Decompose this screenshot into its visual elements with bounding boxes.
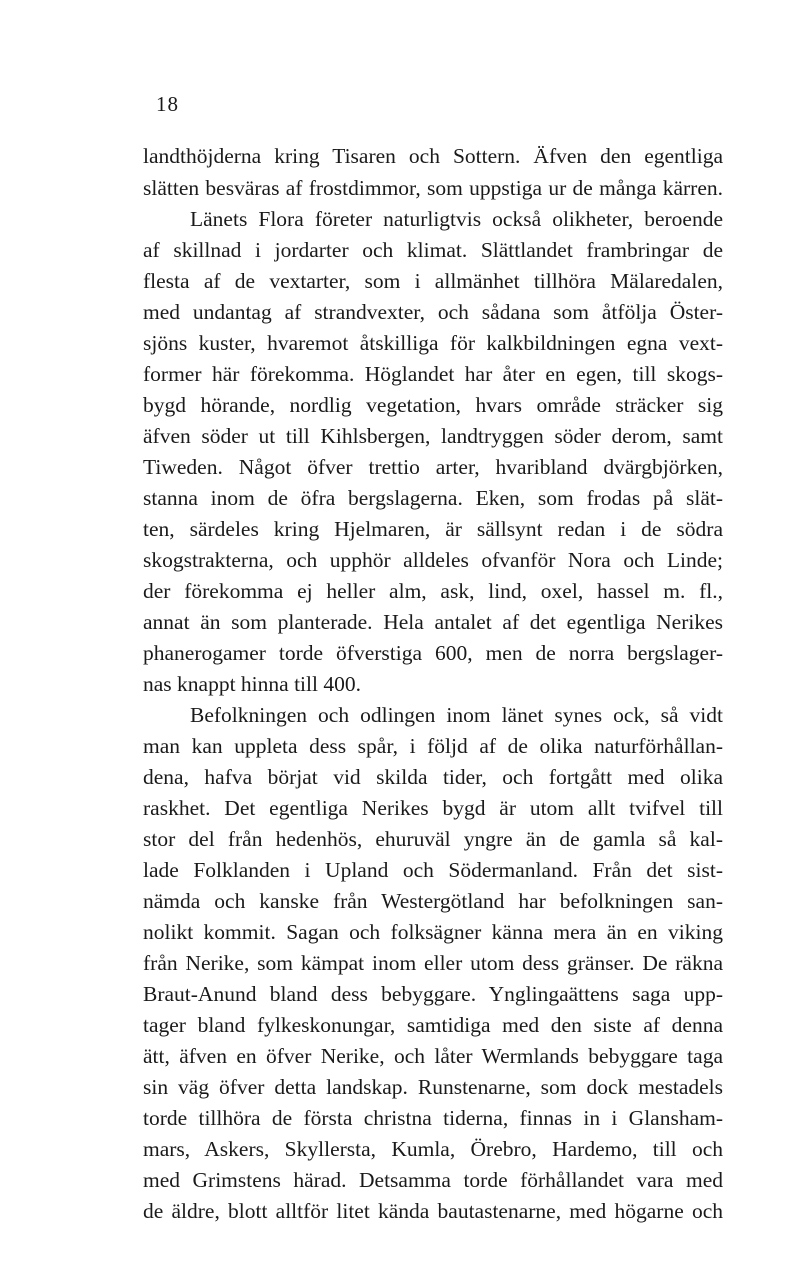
text-line: nolikt kommit. Sagan och folksägner känna mera än en viking [143, 920, 723, 944]
text-line: äfven söder ut till Kihlsbergen, landtryggen söder derom, samt [143, 424, 723, 448]
text-line: ätt, äfven en öfver Nerike, och låter Wermlands bebyggare taga [143, 1044, 723, 1068]
text-line: phanerogamer torde öfverstiga 600, men de norra bergslager- [143, 641, 723, 665]
paragraph-start-line: Befolkningen och odlingen inom länet synes ock, så vidt [190, 703, 723, 727]
page-number: 18 [156, 92, 179, 116]
text-line: slätten besväras af frostdimmor, som uppstiga ur de många kärren. [143, 176, 723, 200]
text-line: med Grimstens härad. Detsamma torde förhållandet vara med [143, 1168, 723, 1192]
text-line: mars, Askers, Skyllersta, Kumla, Örebro, Hardemo, till och [143, 1137, 723, 1161]
text-line: lade Folklanden i Upland och Södermanland. Från det sist- [143, 858, 723, 882]
paragraph-start-line: Länets Flora företer naturligtvis också olikheter, beroende [190, 207, 723, 231]
text-line: med undantag af strandvexter, och sådana som åtfölja Öster- [143, 300, 723, 324]
text-line: landthöjderna kring Tisaren och Sottern. Äfven den egentliga [143, 144, 723, 168]
text-line: former här förekomma. Höglandet har åter en egen, till skogs- [143, 362, 723, 386]
text-line: från Nerike, som kämpat inom eller utom dess gränser. De räkna [143, 951, 723, 975]
text-line: de äldre, blott alltför litet kända bautastenarne, med högarne och [143, 1199, 723, 1223]
text-line: ten, särdeles kring Hjelmaren, är sällsynt redan i de södra [143, 517, 723, 541]
text-line: dena, hafva börjat vid skilda tider, och fortgått med olika [143, 765, 723, 789]
text-line: flesta af de vextarter, som i allmänhet tillhöra Mälaredalen, [143, 269, 723, 293]
text-line: af skillnad i jordarter och klimat. Slättlandet frambringar de [143, 238, 723, 262]
text-line: Tiweden. Något öfver trettio arter, hvaribland dvärgbjörken, [143, 455, 723, 479]
text-line: tager bland fylkeskonungar, samtidiga med den siste af denna [143, 1013, 723, 1037]
text-line: annat än som planterade. Hela antalet af det egentliga Nerikes [143, 610, 723, 634]
text-line: stanna inom de öfra bergslagerna. Eken, som frodas på slät- [143, 486, 723, 510]
paragraph-end-line: nas knappt hinna till 400. [143, 672, 361, 696]
text-line: der förekomma ej heller alm, ask, lind, oxel, hassel m. fl., [143, 579, 723, 603]
text-line: skogstrakterna, och upphör alldeles ofvanför Nora och Linde; [143, 548, 723, 572]
text-line: sin väg öfver detta landskap. Runstenarne, som dock mestadels [143, 1075, 723, 1099]
text-line: stor del från hedenhös, ehuruväl yngre än de gamla så kal- [143, 827, 723, 851]
text-line: Braut-Anund bland dess bebyggare. Ynglingaättens saga upp- [143, 982, 723, 1006]
text-line: raskhet. Det egentliga Nerikes bygd är utom allt tvifvel till [143, 796, 723, 820]
text-line: bygd hörande, nordlig vegetation, hvars område sträcker sig [143, 393, 723, 417]
text-line: sjöns kuster, hvaremot åtskilliga för kalkbildningen egna vext- [143, 331, 723, 355]
text-line: torde tillhöra de första christna tiderna, finnas in i Glansham- [143, 1106, 723, 1130]
text-line: man kan uppleta dess spår, i följd af de olika naturförhållan- [143, 734, 723, 758]
text-line: nämda och kanske från Westergötland har befolkningen san- [143, 889, 723, 913]
